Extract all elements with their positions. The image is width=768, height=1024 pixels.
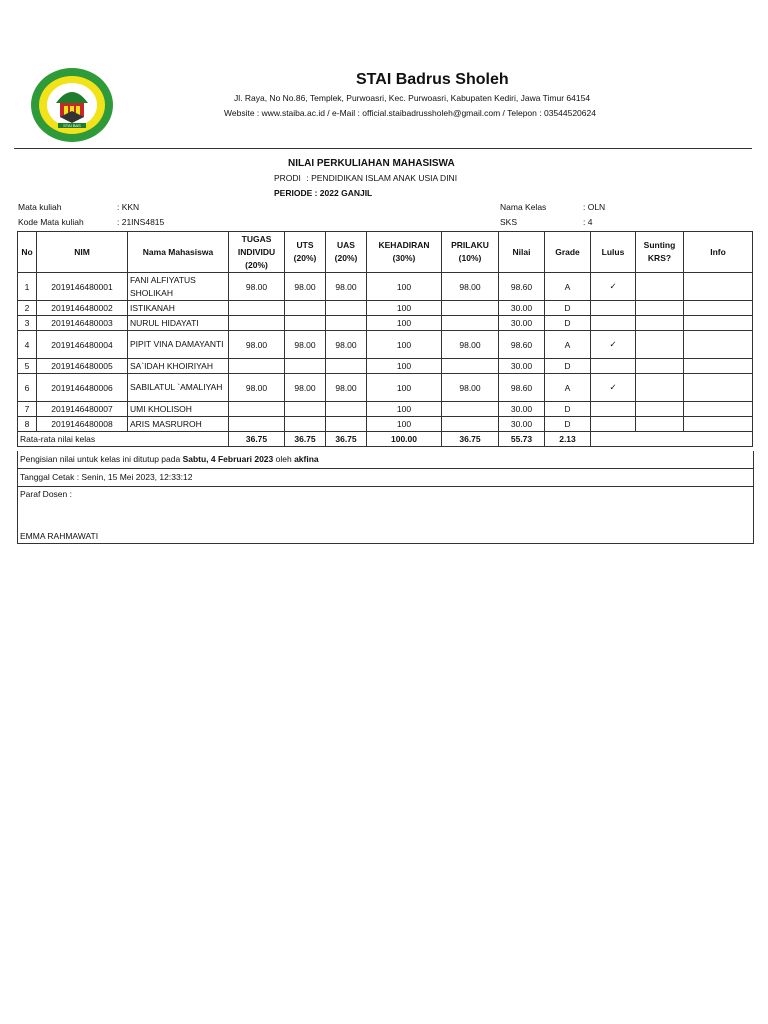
cell-info (684, 331, 753, 359)
table-row (18, 417, 753, 432)
cell-uts: 98.00 (285, 374, 326, 402)
cell-uas: 98.00 (326, 374, 367, 402)
cell-uas (326, 417, 367, 432)
cell-no: 1 (18, 273, 37, 301)
cell-nim: 2019146480001 (37, 273, 128, 301)
cell-uts (285, 301, 326, 316)
col-info: Info (684, 232, 753, 273)
cell-prilaku: 98.00 (442, 273, 499, 301)
cell-nama: NURUL HIDAYATI (128, 316, 229, 331)
cell-nilai: 98.60 (499, 273, 545, 301)
average-label: Rata-rata nilai kelas (18, 432, 229, 447)
avg-prilaku: 36.75 (442, 432, 499, 447)
cell-lulus (591, 316, 636, 331)
closing-mid: oleh (273, 454, 295, 464)
cell-prilaku: 98.00 (442, 374, 499, 402)
cell-nilai: 30.00 (499, 316, 545, 331)
avg-kehadiran: 100.00 (367, 432, 442, 447)
cell-kehadiran: 100 (367, 273, 442, 301)
cell-nim: 2019146480004 (37, 331, 128, 359)
cell-kehadiran: 100 (367, 331, 442, 359)
cell-prilaku: 98.00 (442, 331, 499, 359)
svg-text:STAI BAS: STAI BAS (63, 123, 81, 128)
cell-kehadiran: 100 (367, 402, 442, 417)
cell-kehadiran: 100 (367, 417, 442, 432)
institution-logo (30, 67, 114, 143)
cell-info (684, 359, 753, 374)
cell-uas: 98.00 (326, 331, 367, 359)
average-row (18, 432, 753, 447)
cell-tugas: 98.00 (229, 273, 285, 301)
cell-nama: UMI KHOLISOH (128, 402, 229, 417)
col-prilaku: PRILAKU (10%) (442, 232, 499, 273)
cell-prilaku (442, 402, 499, 417)
col-no: No (18, 232, 37, 273)
cell-no: 4 (18, 331, 37, 359)
cell-nilai: 30.00 (499, 301, 545, 316)
prodi-line (274, 173, 457, 183)
cell-sunting (636, 417, 684, 432)
cell-uts: 98.00 (285, 331, 326, 359)
cell-lulus (591, 359, 636, 374)
sks-value: : 4 (583, 217, 593, 227)
cell-nama: ARIS MASRUROH (128, 417, 229, 432)
cell-info (684, 402, 753, 417)
header-divider (14, 148, 752, 149)
cell-no: 2 (18, 301, 37, 316)
col-tugas: TUGAS INDIVIDU (20%) (229, 232, 285, 273)
report-title: NILAI PERKULIAHAN MAHASISWA (288, 158, 455, 169)
cell-prilaku (442, 359, 499, 374)
cell-sunting (636, 359, 684, 374)
closing-prefix: Pengisian nilai untuk kelas ini ditutup pada (20, 454, 183, 464)
cell-sunting (636, 273, 684, 301)
paraf-label: Paraf Dosen : (20, 489, 72, 499)
avg-empty (591, 432, 753, 447)
cell-tugas (229, 301, 285, 316)
closing-note (18, 451, 753, 469)
cell-uts: 98.00 (285, 273, 326, 301)
cell-nim: 2019146480007 (37, 402, 128, 417)
cell-lulus (591, 417, 636, 432)
avg-uas: 36.75 (326, 432, 367, 447)
col-uas: UAS (20%) (326, 232, 367, 273)
cell-nim: 2019146480008 (37, 417, 128, 432)
cell-uas (326, 359, 367, 374)
cell-grade: D (545, 316, 591, 331)
cell-sunting (636, 374, 684, 402)
avg-nilai: 55.73 (499, 432, 545, 447)
cell-lulus (591, 402, 636, 417)
cell-uts (285, 359, 326, 374)
cell-no: 3 (18, 316, 37, 331)
cell-tugas: 98.00 (229, 374, 285, 402)
cell-lulus (591, 301, 636, 316)
dosen-name: EMMA RAHMAWATI (20, 531, 99, 541)
cell-info (684, 301, 753, 316)
col-nim: NIM (37, 232, 128, 273)
cell-nama: SA`IDAH KHOIRIYAH (128, 359, 229, 374)
cell-nilai: 98.60 (499, 331, 545, 359)
cell-uts (285, 402, 326, 417)
avg-uts: 36.75 (285, 432, 326, 447)
cell-uas: 98.00 (326, 273, 367, 301)
cell-info (684, 316, 753, 331)
kelas-label: Nama Kelas (500, 202, 547, 212)
cell-sunting (636, 331, 684, 359)
cell-nim: 2019146480006 (37, 374, 128, 402)
cell-grade: D (545, 359, 591, 374)
cell-tugas: 98.00 (229, 331, 285, 359)
col-uts: UTS (20%) (285, 232, 326, 273)
cell-no: 6 (18, 374, 37, 402)
cell-tugas (229, 359, 285, 374)
cell-nilai: 30.00 (499, 359, 545, 374)
cell-grade: A (545, 374, 591, 402)
col-sunting: Sunting KRS? (636, 232, 684, 273)
cell-info (684, 417, 753, 432)
kode-label: Kode Mata kuliah (18, 217, 84, 227)
avg-grade: 2.13 (545, 432, 591, 447)
prodi-value: : PENDIDIKAN ISLAM ANAK USIA DINI (306, 173, 458, 183)
cell-prilaku (442, 316, 499, 331)
cell-prilaku (442, 301, 499, 316)
report-footer (17, 451, 754, 544)
institution-name: STAI Badrus Sholeh (356, 71, 509, 88)
col-grade: Grade (545, 232, 591, 273)
cell-info (684, 374, 753, 402)
cell-nama: FANI ALFIYATUS SHOLIKAH (128, 273, 229, 301)
cell-uas (326, 301, 367, 316)
cell-prilaku (442, 417, 499, 432)
cell-sunting (636, 402, 684, 417)
kode-value: : 21INS4815 (117, 217, 165, 227)
table-row (18, 316, 753, 331)
cell-kehadiran: 100 (367, 374, 442, 402)
cell-uas (326, 316, 367, 331)
cell-nama: PIPIT VINA DAMAYANTI (128, 331, 229, 359)
mata-kuliah-value: : KKN (117, 202, 140, 212)
cell-grade: A (545, 331, 591, 359)
cell-nilai: 98.60 (499, 374, 545, 402)
cell-info (684, 273, 753, 301)
cell-tugas (229, 417, 285, 432)
cell-no: 8 (18, 417, 37, 432)
col-nama: Nama Mahasiswa (128, 232, 229, 273)
cell-nama: ISTIKANAH (128, 301, 229, 316)
cell-uts (285, 316, 326, 331)
check-icon: ✓ (591, 331, 636, 359)
mata-kuliah-label: Mata kuliah (18, 202, 62, 212)
cell-nilai: 30.00 (499, 402, 545, 417)
kelas-value: : OLN (583, 202, 606, 212)
col-nilai: Nilai (499, 232, 545, 273)
cell-kehadiran: 100 (367, 359, 442, 374)
table-header-row (18, 232, 753, 273)
sks-label: SKS (500, 217, 518, 227)
check-icon: ✓ (591, 374, 636, 402)
col-lulus: Lulus (591, 232, 636, 273)
table-row (18, 359, 753, 374)
cell-no: 7 (18, 402, 37, 417)
cell-tugas (229, 316, 285, 331)
closing-date: Sabtu, 4 Februari 2023 (182, 454, 274, 464)
periode-line: PERIODE : 2022 GANJIL (274, 188, 373, 198)
cell-nama: SABILATUL `AMALIYAH (128, 374, 229, 402)
table-row (18, 273, 753, 301)
cell-no: 5 (18, 359, 37, 374)
cell-sunting (636, 316, 684, 331)
avg-tugas: 36.75 (229, 432, 285, 447)
cell-grade: D (545, 417, 591, 432)
cell-grade: A (545, 273, 591, 301)
cell-sunting (636, 301, 684, 316)
cell-grade: D (545, 301, 591, 316)
grades-table (17, 231, 753, 447)
table-row (18, 301, 753, 316)
prodi-label: PRODI (274, 173, 301, 183)
closing-user: akfina (294, 454, 319, 464)
check-icon: ✓ (591, 273, 636, 301)
signature-area (18, 487, 753, 543)
table-row (18, 331, 753, 359)
col-kehadiran: KEHADIRAN (30%) (367, 232, 442, 273)
print-date: Tanggal Cetak : Senin, 15 Mei 2023, 12:33:12 (18, 469, 753, 487)
cell-kehadiran: 100 (367, 316, 442, 331)
cell-uas (326, 402, 367, 417)
cell-grade: D (545, 402, 591, 417)
table-row (18, 374, 753, 402)
cell-tugas (229, 402, 285, 417)
cell-nim: 2019146480005 (37, 359, 128, 374)
cell-nilai: 30.00 (499, 417, 545, 432)
cell-nim: 2019146480003 (37, 316, 128, 331)
cell-uts (285, 417, 326, 432)
institution-address: Jl. Raya, No No.86, Templek, Purwoasri, Kec. Purwoasri, Kabupaten Kediri, Jawa Timur 64154 (234, 93, 591, 103)
institution-contact: Website : www.staiba.ac.id / e-Mail : official.staibadrussholeh@gmail.com / Telepon : 03544520624 (224, 108, 596, 118)
cell-nim: 2019146480002 (37, 301, 128, 316)
table-row (18, 402, 753, 417)
cell-kehadiran: 100 (367, 301, 442, 316)
